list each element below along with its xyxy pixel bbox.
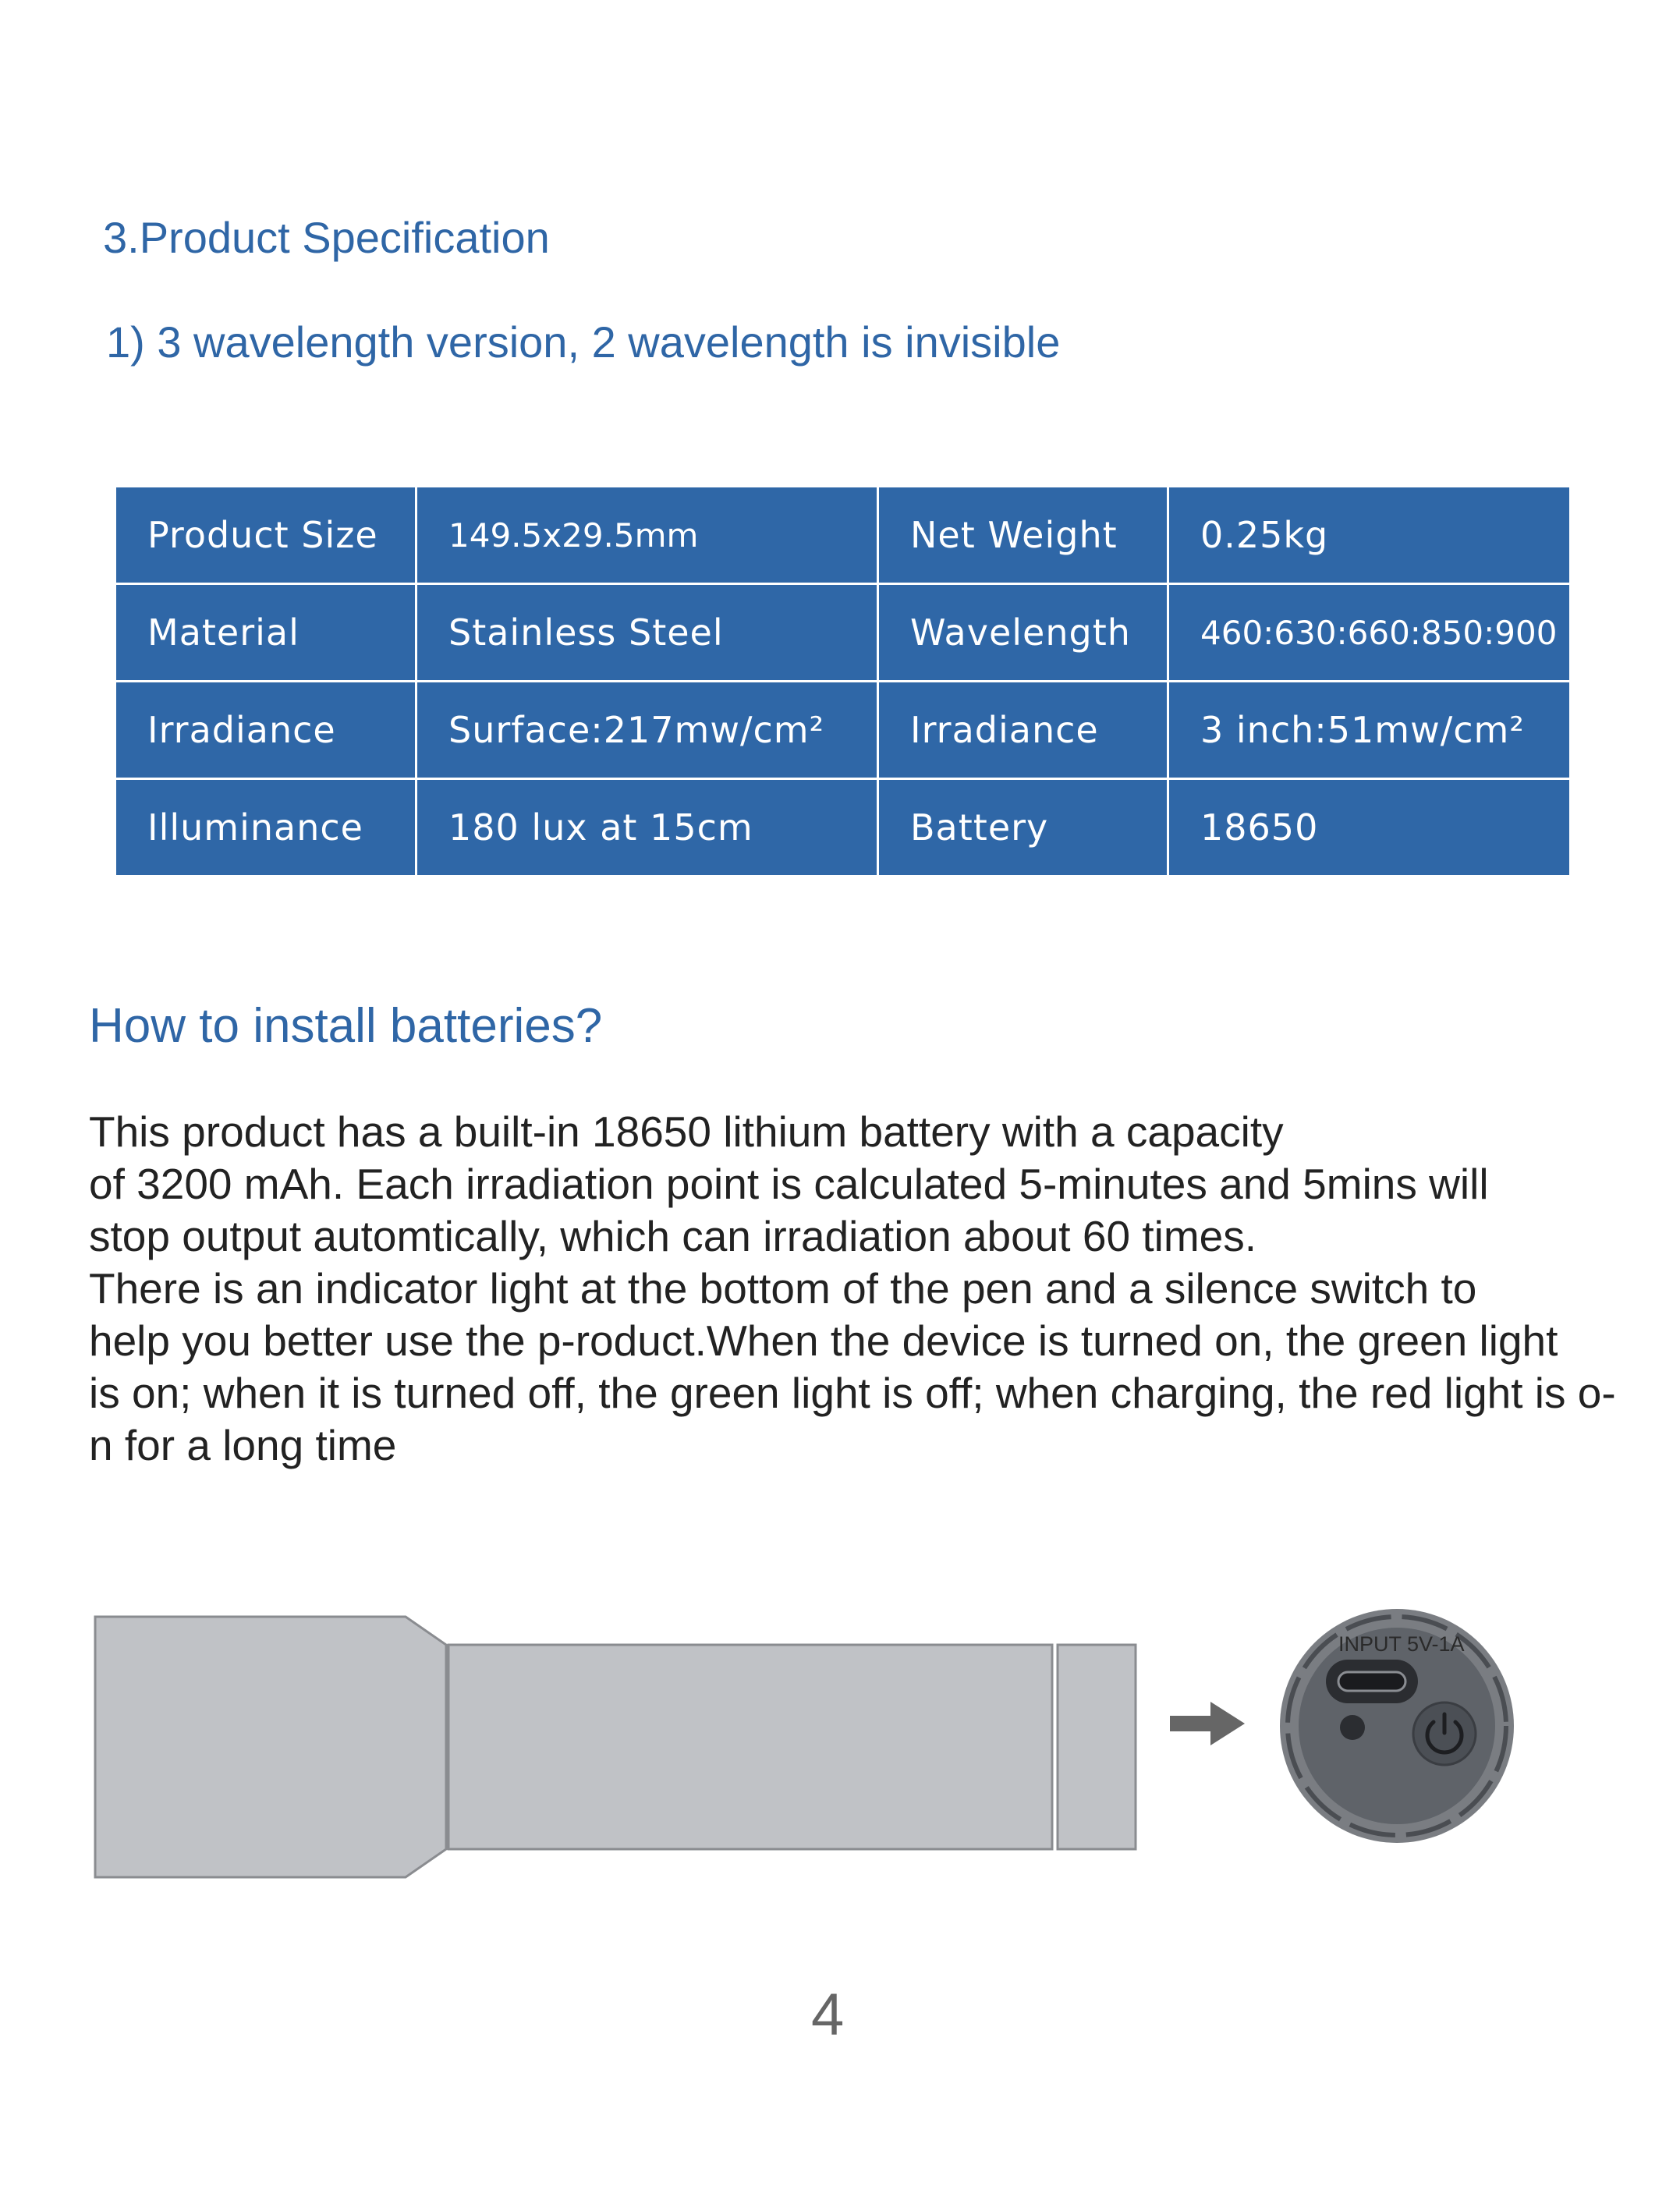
arrow-right-icon <box>1170 1702 1245 1745</box>
spec-value: 18650 <box>1168 779 1571 877</box>
power-icon <box>1413 1703 1476 1765</box>
flashlight-illustration <box>95 1617 1136 1877</box>
section-subtitle: 1) 3 wavelength version, 2 wavelength is invisible <box>106 317 1061 367</box>
spec-value: Stainless Steel <box>416 584 878 682</box>
install-title: How to install batteries? <box>89 999 603 1053</box>
spec-label: Net Weight <box>878 487 1168 584</box>
spec-value: 0.25kg <box>1168 487 1571 584</box>
spec-label: Product Size <box>115 487 416 584</box>
spec-value: 3 inch:51mw/cm² <box>1168 682 1571 779</box>
spec-value: Surface:217mw/cm² <box>416 682 878 779</box>
description-line: There is an indicator light at the bottom of the pen and a silence switch to <box>89 1264 1477 1313</box>
spec-value: 180 lux at 15cm <box>416 779 878 877</box>
port-label: INPUT 5V-1A <box>1338 1632 1465 1656</box>
spec-label: Irradiance <box>878 682 1168 779</box>
spec-label: Material <box>115 584 416 682</box>
description-line: stop output automtically, which can irradiation about 60 times. <box>89 1212 1257 1260</box>
description-line: is on; when it is turned off, the green light is off; when charging, the red light is o- <box>89 1369 1616 1417</box>
spec-label: Battery <box>878 779 1168 877</box>
spec-label: Wavelength <box>878 584 1168 682</box>
description-line: This product has a built-in 18650 lithium battery with a capacity <box>89 1107 1284 1156</box>
spec-label: Irradiance <box>115 682 416 779</box>
indicator-light <box>1340 1715 1365 1740</box>
spec-value: 460:630:660:850:900 <box>1168 584 1571 682</box>
spec-value: 149.5x29.5mm <box>416 487 878 584</box>
description-line: of 3200 mAh. Each irradiation point is calculated 5-minutes and 5mins will <box>89 1160 1489 1208</box>
page-number: 4 <box>811 1982 845 2048</box>
usb-c-port-icon <box>1326 1660 1418 1703</box>
spec-label: Illuminance <box>115 779 416 877</box>
description-line: help you better use the p-roduct.When the device is turned on, the green light <box>89 1316 1558 1365</box>
section-title: 3.Product Specification <box>103 213 550 262</box>
description-line: n for a long time <box>89 1421 397 1469</box>
